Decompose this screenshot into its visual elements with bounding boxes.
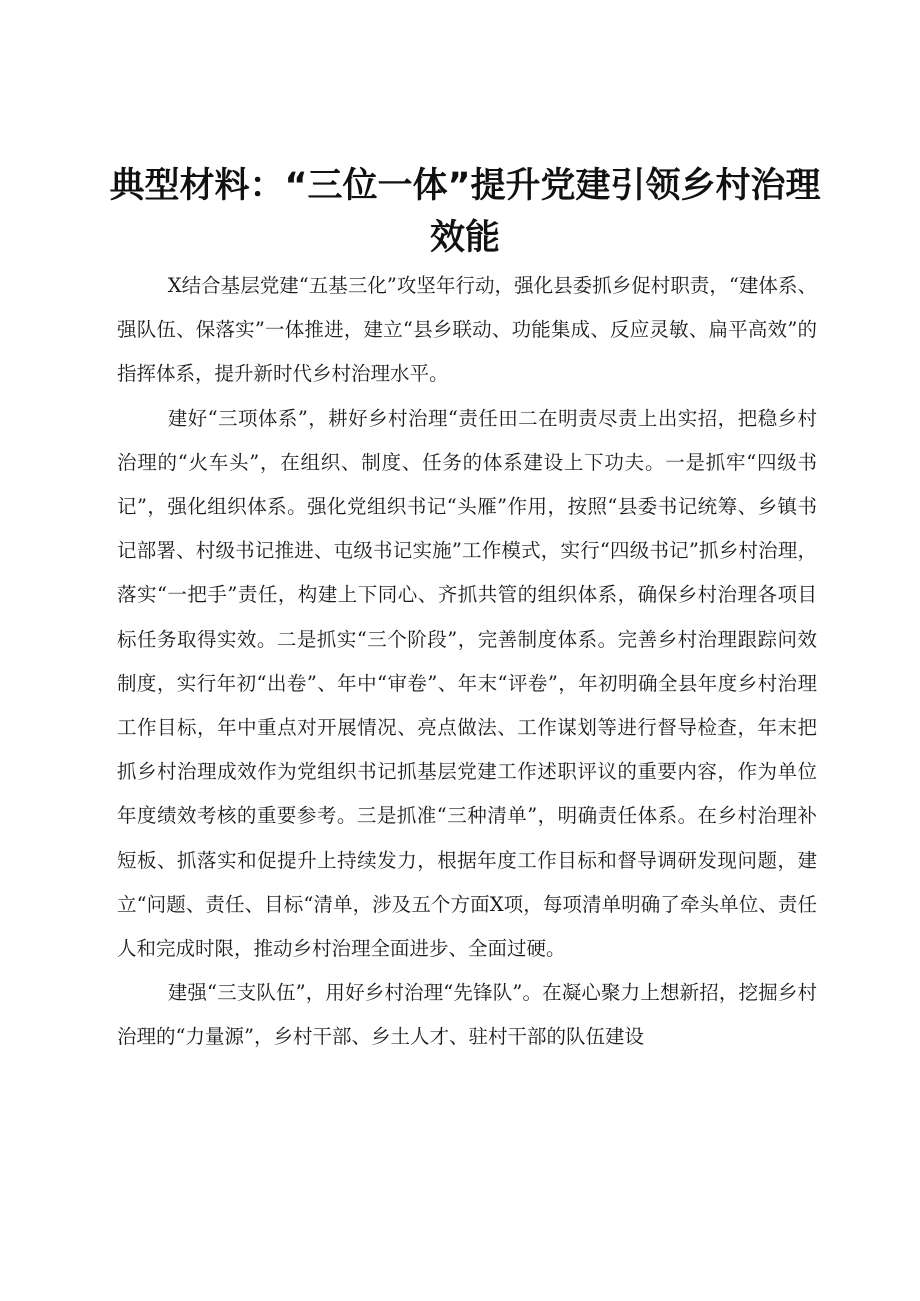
paragraph-three-teams: 建强“三支队伍”，用好乡村治理“先锋队”。在凝心聚力上想新招，挖掘乡村治理的“力量源”，乡村干部、乡土人才、驻村干部的队伍建设 xyxy=(117,981,817,1049)
document-body xyxy=(117,264,817,1060)
paragraph-intro: X结合基层党建“五基三化”攻坚年行动，强化县委抓乡促村职责，“建体系、强队伍、保落实”一体推进，建立“县乡联动、功能集成、反应灵敏、扁平高效”的指挥体系，提升新时代乡村治理水平。 xyxy=(117,274,817,386)
paragraph-three-systems: 建好“三项体系”，耕好乡村治理“责任田二在明责尽责上出实招，把稳乡村治理的“火车头”，在组织、制度、任务的体系建设上下功夫。一是抓牢“四级书记”，强化组织体系。强化党组织书记“头雁”作用，按照“县委书记统筹、乡镇书记部署、村级书记推进、屯级书记实施”工作模式，实行“四级书记”抓乡村治理，落实“一把手”责任，构建上下同心、齐抓共管的组织体系，确保乡村治理各项目标任务取得实效。二是抓实“三个阶段”，完善制度体系。完善乡村治理跟踪问效制度，实行年初“出卷”、年中“审卷”、年末“评卷”，年初明确全县年度乡村治理工作目标，年中重点对开展情况、亮点做法、工作谋划等进行督导检查，年末把抓乡村治理成效作为党组织书记抓基层党建工作述职评议的重要内容，作为单位年度绩效考核的重要参考。三是抓准“三种清单”，明确责任体系。在乡村治理补短板、抓落实和促提升上持续发力，根据年度工作目标和督导调研发现问题，建立“问题、责任、目标“清单，涉及五个方面X项，每项清单明确了牵头单位、责任人和完成时限，推动乡村治理全面进步、全面过硬。 xyxy=(117,406,817,961)
document-title: 典型材料：“三位一体”提升党建引领乡村治理效能 xyxy=(109,166,821,258)
